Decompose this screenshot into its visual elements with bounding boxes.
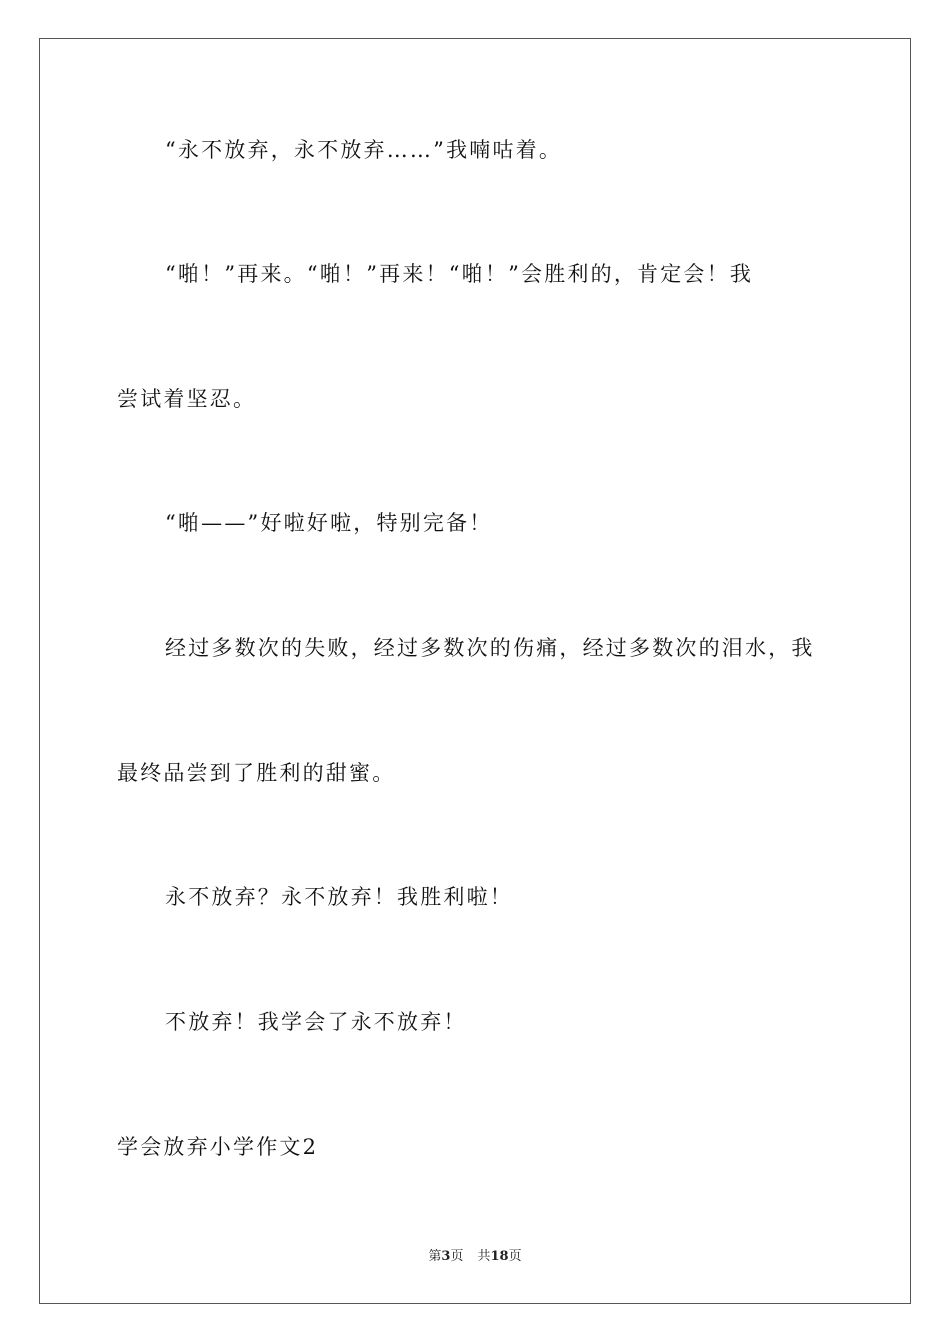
paragraph-line-6: 最终品尝到了胜利的甜蜜。 [117, 761, 396, 785]
paragraph-line-8: 不放弃！我学会了永不放弃！ [165, 1010, 467, 1034]
footer-total-prefix: 共 [477, 1249, 491, 1264]
footer-page-suffix: 页 [450, 1249, 464, 1264]
footer-page-total: 18 [490, 1249, 509, 1264]
paragraph-line-7: 永不放弃？永不放弃！我胜利啦！ [165, 885, 513, 909]
footer-page-current: 3 [441, 1249, 451, 1264]
paragraph-line-5: 经过多数次的失败，经过多数次的伤痛，经过多数次的泪水，我 [165, 636, 815, 660]
paragraph-line-2: “啪！”再来。“啪！”再来！“啪！”会胜利的，肯定会！我 [165, 262, 754, 286]
paragraph-line-1: “永不放弃，永不放弃……”我喃咕着。 [165, 138, 563, 162]
paragraph-line-3: 尝试着坚忍。 [117, 387, 257, 411]
footer-page-prefix: 第 [428, 1249, 442, 1264]
section-heading: 学会放弃小学作文2 [117, 1135, 319, 1159]
page-footer [0, 1248, 950, 1266]
page-frame [39, 38, 911, 1304]
paragraph-line-4: “啪——”好啦好啦，特别完备！ [165, 511, 493, 535]
footer-total-suffix: 页 [508, 1249, 522, 1264]
